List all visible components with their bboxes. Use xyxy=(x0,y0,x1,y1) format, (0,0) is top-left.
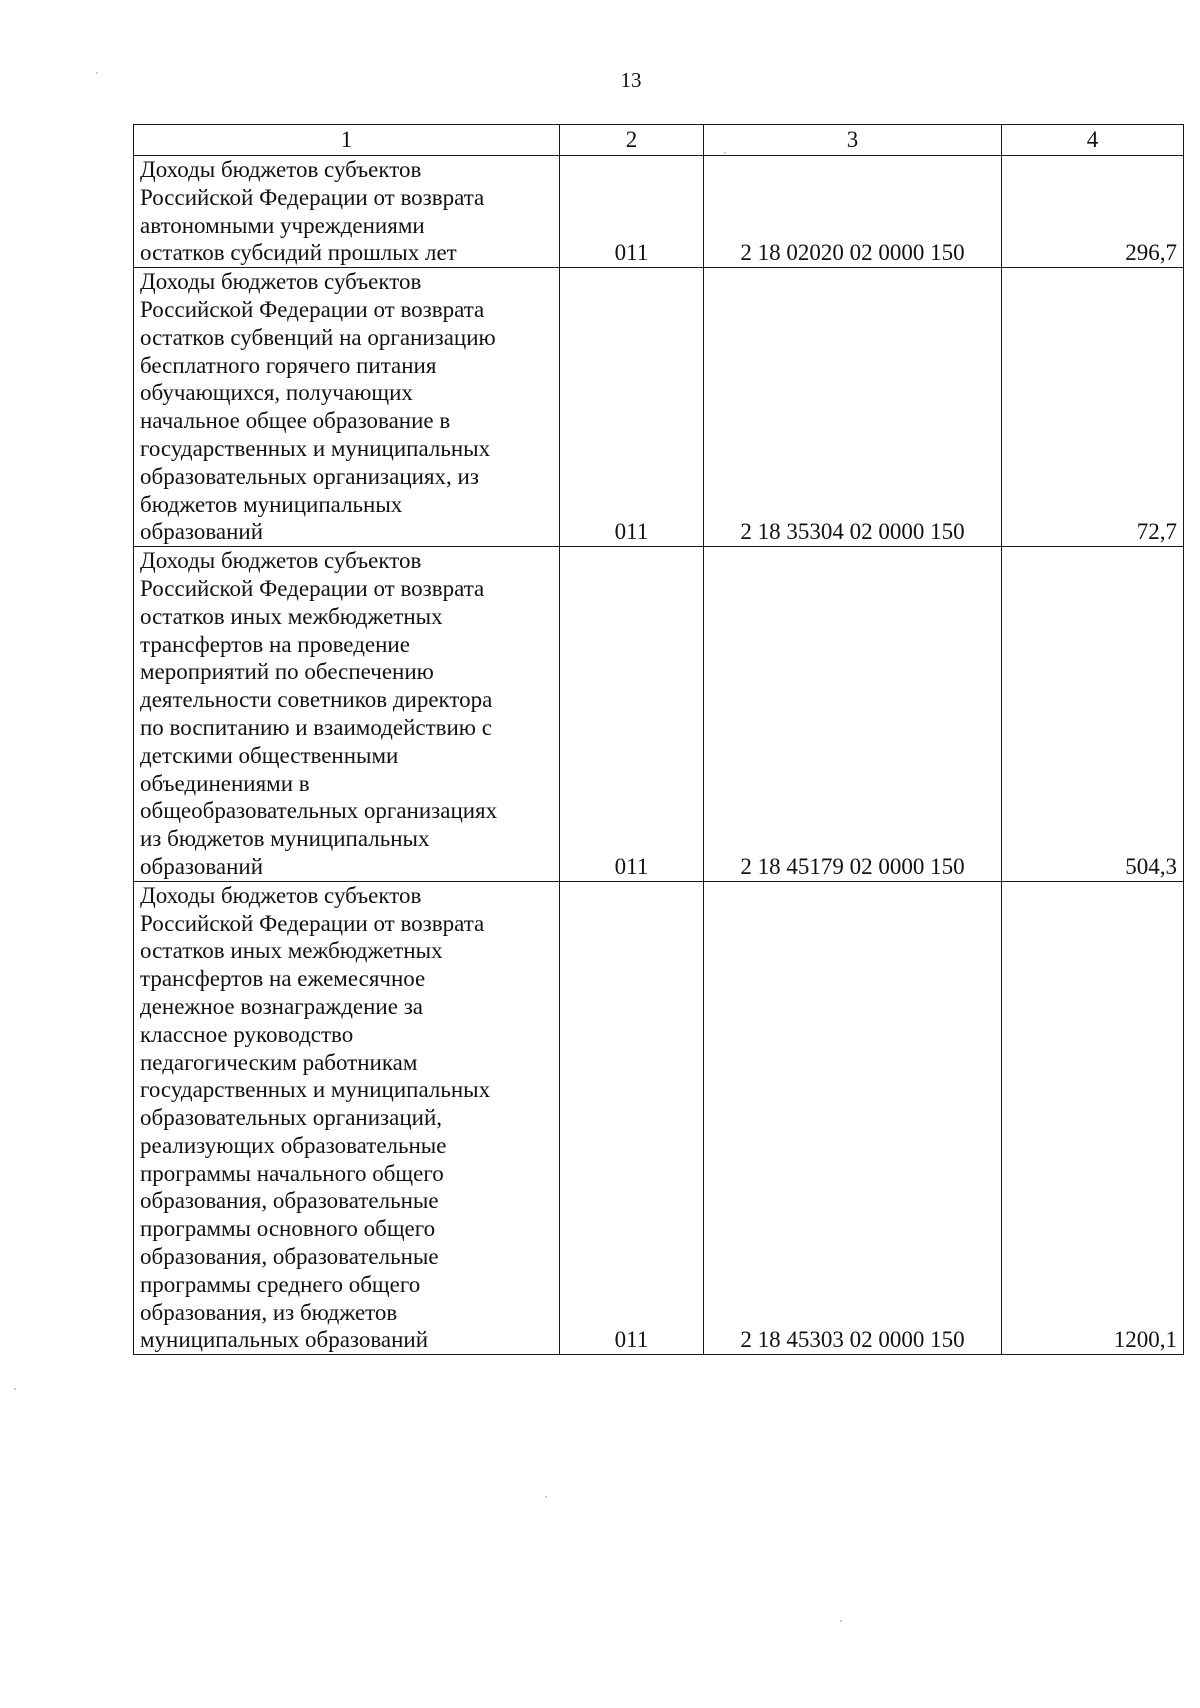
amount-cell: 72,7 xyxy=(1002,268,1184,547)
column-header-4: 4 xyxy=(1002,125,1184,156)
table-row xyxy=(134,881,1184,1355)
scan-speck xyxy=(545,1496,547,1498)
budget-classification-code-cell: 2 18 45303 02 0000 150 xyxy=(704,881,1002,1355)
amount-cell: 504,3 xyxy=(1002,547,1184,882)
table-row xyxy=(134,156,1184,268)
scan-speck xyxy=(724,152,726,154)
revenue-name-cell: Доходы бюджетов субъектов Российской Федерации от возврата автономными учреждениями остатков субсидий прошлых лет xyxy=(134,156,560,268)
budget-revenue-table xyxy=(133,124,1184,1355)
admin-code-cell: 011 xyxy=(560,881,704,1355)
revenue-name-cell: Доходы бюджетов субъектов Российской Федерации от возврата остатков иных межбюджетных трансфертов на проведение мероприятий по обеспечению деятельности советников директора по воспитанию и взаимодействию с детскими общественными объединениями в общеобразовательных организациях из бюджетов муниципальных образований xyxy=(134,547,560,882)
revenue-name-cell: Доходы бюджетов субъектов Российской Федерации от возврата остатков субвенций на организацию бесплатного горячего питания обучающихся, получающих начальное общее образование в государственных и муниципальных образовательных организациях, из бюджетов муниципальных образований xyxy=(134,268,560,547)
scan-speck xyxy=(96,72,98,74)
admin-code-cell: 011 xyxy=(560,268,704,547)
budget-classification-code-cell: 2 18 02020 02 0000 150 xyxy=(704,156,1002,268)
admin-code-cell: 011 xyxy=(560,547,704,882)
page-number: 13 xyxy=(620,68,642,92)
scan-speck xyxy=(14,1388,16,1390)
scan-speck xyxy=(840,1620,842,1622)
column-header-1: 1 xyxy=(134,125,560,156)
revenue-name-cell: Доходы бюджетов субъектов Российской Федерации от возврата остатков иных межбюджетных трансфертов на ежемесячное денежное вознаграждение за классное руководство педагогическим работникам государственных и муниципальных образовательных организаций, реализующих образовательные программы начального общего образования, образовательные программы основного общего образования, образовательные программы среднего общего образования, из бюджетов муниципальных образований xyxy=(134,881,560,1355)
table-row xyxy=(134,268,1184,547)
column-header-2: 2 xyxy=(560,125,704,156)
budget-classification-code-cell: 2 18 45179 02 0000 150 xyxy=(704,547,1002,882)
table-header-row xyxy=(134,125,1184,156)
table-row xyxy=(134,547,1184,882)
amount-cell: 296,7 xyxy=(1002,156,1184,268)
column-header-3: 3 xyxy=(704,125,1002,156)
admin-code-cell: 011 xyxy=(560,156,704,268)
amount-cell: 1200,1 xyxy=(1002,881,1184,1355)
budget-classification-code-cell: 2 18 35304 02 0000 150 xyxy=(704,268,1002,547)
